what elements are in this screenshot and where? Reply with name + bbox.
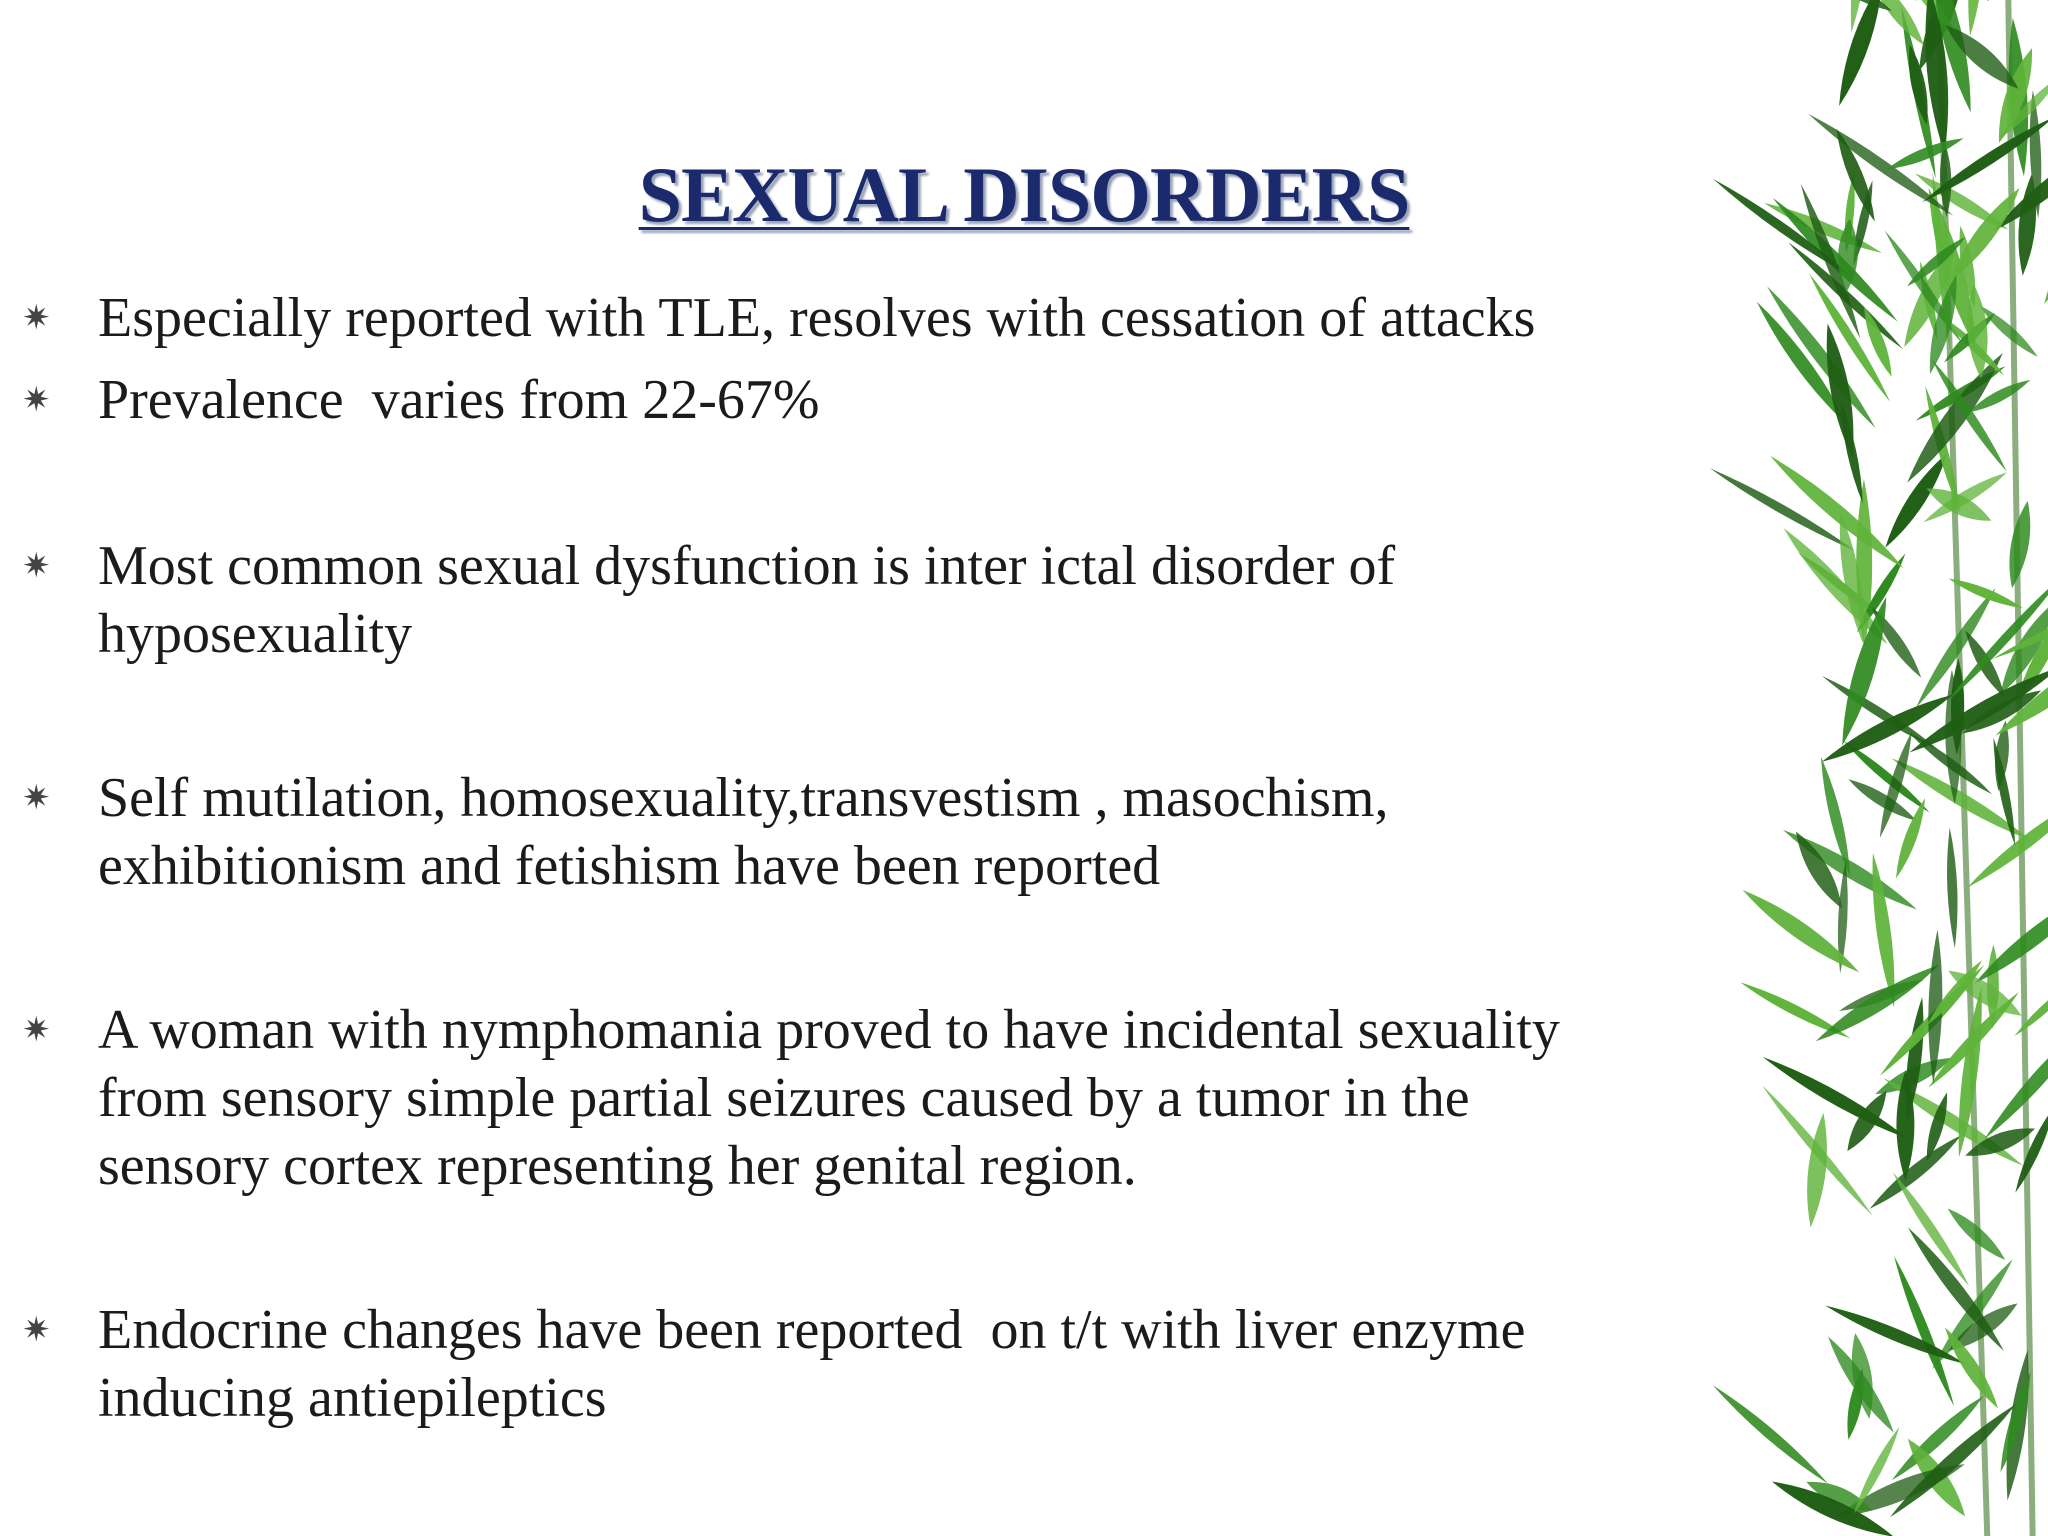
bullet-text: A woman with nymphomania proved to have incidental sexuality from sensory simple partial seizures caused by a tumor in the sensory cortex representing her genital region. <box>98 999 1560 1197</box>
bullet-text: Endocrine changes have been reported on t/t with liver enzyme inducing antiepileptics <box>98 1299 1526 1429</box>
bullet-text: Especially reported with TLE, resolves with cessation of attacks <box>98 287 1536 349</box>
bullet-star-icon: ✷ <box>22 380 51 420</box>
bullet-star-icon: ✷ <box>22 778 51 818</box>
bullet-text: Most common sexual dysfunction is inter ictal disorder of hyposexuality <box>98 535 1396 665</box>
bullet-star-icon: ✷ <box>22 298 51 338</box>
bullet-star-icon: ✷ <box>22 1010 51 1050</box>
bullet-text: Prevalence varies from 22-67% <box>98 369 820 431</box>
bullet-star-icon: ✷ <box>22 1310 51 1350</box>
slide-title <box>0 150 2048 240</box>
bullet-star-icon: ✷ <box>22 546 51 586</box>
slide-title-text: SEXUAL DISORDERS <box>638 151 1410 238</box>
bullet-text: Self mutilation, homosexuality,transvestism , masochism, exhibitionism and fetishism have been reported <box>98 767 1389 897</box>
